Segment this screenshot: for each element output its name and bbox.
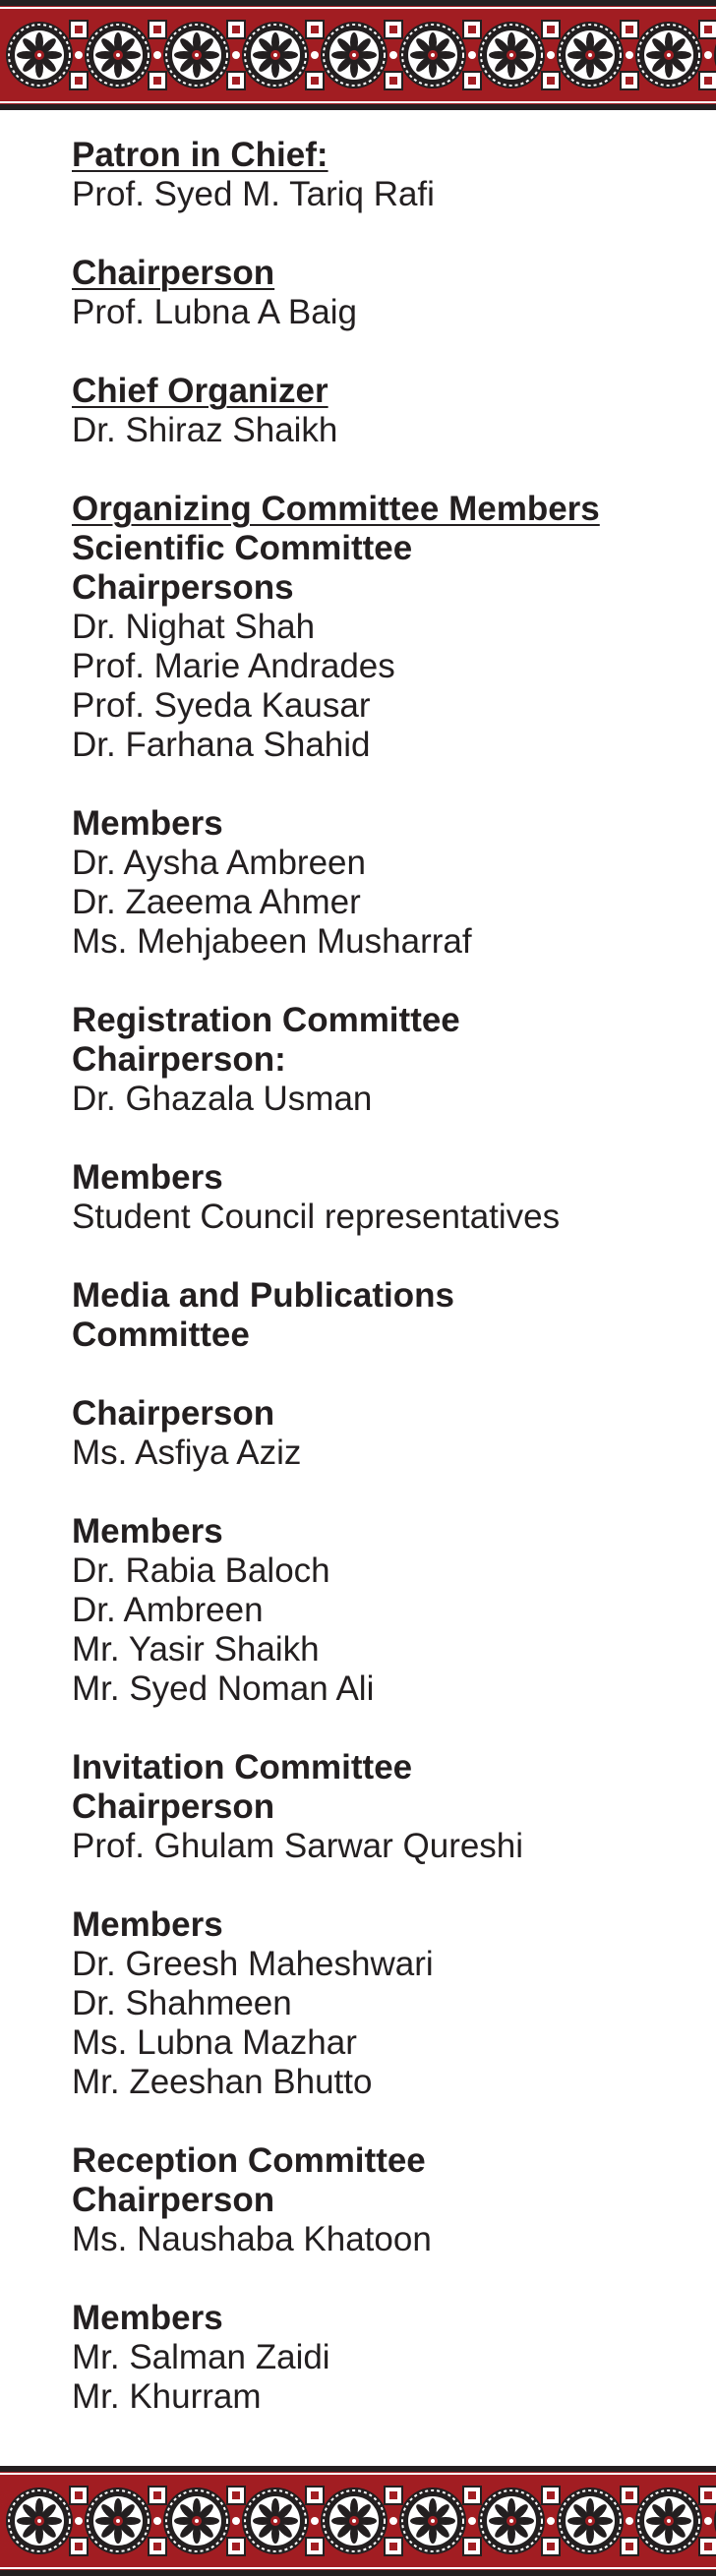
member-name: Dr. Shiraz Shaikh bbox=[72, 411, 338, 449]
section-registration-members bbox=[72, 1158, 701, 1237]
member-name: Ms. Asfiya Aziz bbox=[72, 1434, 302, 1472]
section-subheading: Committee bbox=[72, 1316, 250, 1354]
member-name: Prof. Lubna A Baig bbox=[72, 293, 357, 331]
member-name: Dr. Greesh Maheshwari bbox=[72, 1945, 434, 1983]
section-heading: Media and Publications bbox=[72, 1276, 454, 1315]
section-heading: Chairperson bbox=[72, 254, 275, 292]
section-registration-committee bbox=[72, 1001, 701, 1119]
member-name: Student Council representatives bbox=[72, 1198, 561, 1236]
member-name: Dr. Farhana Shahid bbox=[72, 726, 371, 764]
ajrak-pattern-icon bbox=[0, 0, 716, 110]
member-name: Ms. Naushaba Khatoon bbox=[72, 2220, 432, 2258]
member-name: Mr. Salman Zaidi bbox=[72, 2338, 330, 2376]
section-chief-organizer bbox=[72, 372, 701, 450]
member-name: Prof. Syeda Kausar bbox=[72, 686, 371, 725]
member-name: Mr. Zeeshan Bhutto bbox=[72, 2063, 373, 2101]
section-heading: Chief Organizer bbox=[72, 372, 328, 410]
section-media-members bbox=[72, 1512, 701, 1709]
section-heading: Invitation Committee bbox=[72, 1748, 413, 1786]
bottom-ajrak-border bbox=[0, 2466, 716, 2576]
section-heading: Organizing Committee Members bbox=[72, 490, 600, 528]
member-name: Mr. Syed Noman Ali bbox=[72, 1669, 375, 1708]
member-name: Ms. Mehjabeen Musharraf bbox=[72, 922, 472, 961]
committee-list bbox=[72, 136, 701, 2417]
member-name: Dr. Shahmeen bbox=[72, 1984, 292, 2022]
section-scientific-members bbox=[72, 804, 701, 962]
section-reception-members bbox=[72, 2299, 701, 2417]
section-heading: Members bbox=[72, 804, 223, 843]
section-reception-committee bbox=[72, 2141, 701, 2259]
section-subheading: Chairperson: bbox=[72, 1040, 286, 1079]
section-heading: Patron in Chief: bbox=[72, 136, 328, 174]
member-name: Dr. Ambreen bbox=[72, 1591, 264, 1629]
section-patron bbox=[72, 136, 701, 214]
member-name: Prof. Ghulam Sarwar Qureshi bbox=[72, 1827, 524, 1865]
section-heading: Reception Committee bbox=[72, 2141, 426, 2180]
member-name: Mr. Khurram bbox=[72, 2377, 262, 2416]
section-heading: Members bbox=[72, 1512, 223, 1551]
member-name: Dr. Nighat Shah bbox=[72, 608, 316, 646]
member-name: Dr. Rabia Baloch bbox=[72, 1551, 330, 1590]
section-subheading: Scientific Committee bbox=[72, 529, 413, 567]
section-subheading: Chairpersons bbox=[72, 568, 294, 607]
section-heading: Members bbox=[72, 2299, 223, 2337]
member-name: Dr. Zaeema Ahmer bbox=[72, 883, 361, 921]
member-name: Ms. Lubna Mazhar bbox=[72, 2023, 357, 2062]
top-ajrak-border bbox=[0, 0, 716, 110]
section-media-chairperson bbox=[72, 1394, 701, 1473]
ajrak-pattern-icon bbox=[0, 2466, 716, 2576]
section-scientific-committee bbox=[72, 490, 701, 765]
section-media-publications bbox=[72, 1276, 701, 1355]
member-name: Prof. Syed M. Tariq Rafi bbox=[72, 175, 435, 213]
section-invitation-committee bbox=[72, 1748, 701, 1866]
section-heading: Members bbox=[72, 1905, 223, 1944]
section-chairperson bbox=[72, 254, 701, 332]
section-subheading: Chairperson bbox=[72, 2181, 275, 2219]
member-name: Dr. Aysha Ambreen bbox=[72, 844, 366, 882]
section-heading: Registration Committee bbox=[72, 1001, 460, 1039]
section-subheading: Chairperson bbox=[72, 1787, 275, 1826]
member-name: Prof. Marie Andrades bbox=[72, 647, 395, 685]
section-heading: Members bbox=[72, 1158, 223, 1197]
section-invitation-members bbox=[72, 1905, 701, 2102]
member-name: Mr. Yasir Shaikh bbox=[72, 1630, 320, 1669]
member-name: Dr. Ghazala Usman bbox=[72, 1080, 373, 1118]
section-heading: Chairperson bbox=[72, 1394, 275, 1433]
